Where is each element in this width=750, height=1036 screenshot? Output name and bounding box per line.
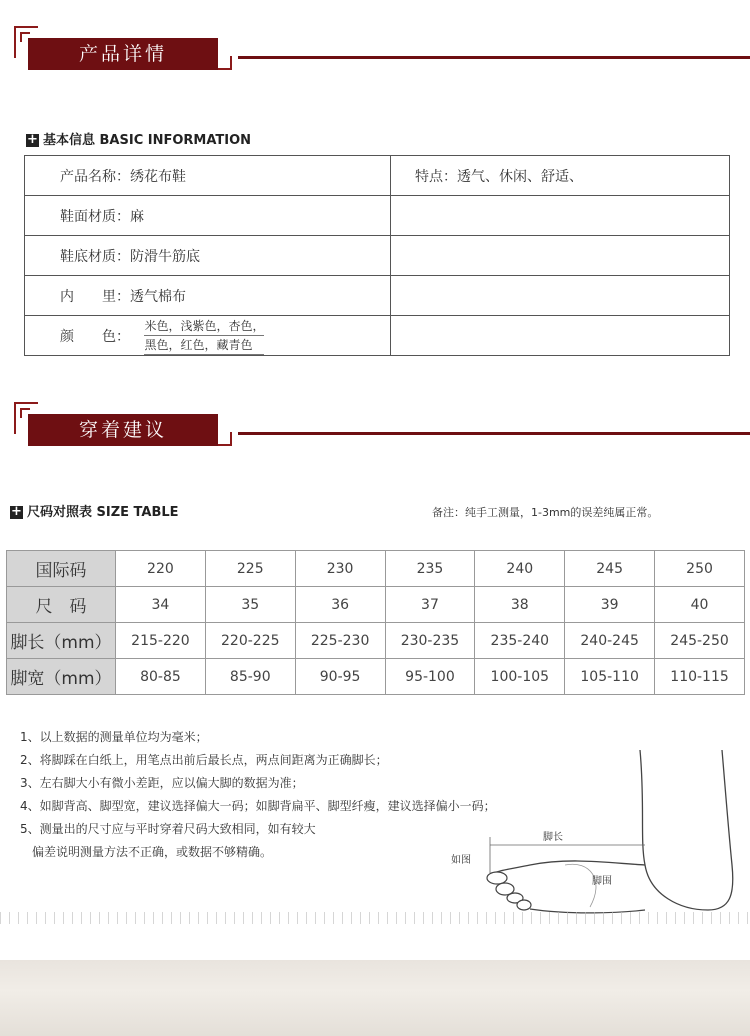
note-line: 4、如脚背高、脚型宽，建议选择偏大一码；如脚背扁平、脚型纤瘦，建议选择偏小一码； xyxy=(20,799,496,813)
table-cell: 100-105 xyxy=(475,659,565,695)
table-cell: 35 xyxy=(205,587,295,623)
table-cell: 230 xyxy=(295,551,385,587)
table-cell: 39 xyxy=(565,587,655,623)
info-cell: 鞋底材质：防滑牛筋底 xyxy=(25,236,391,276)
table-row xyxy=(25,196,730,236)
color-line-1: 米色，浅紫色，杏色， xyxy=(144,317,264,336)
size-table xyxy=(6,550,745,695)
info-cell: 内 里：透气棉布 xyxy=(25,276,391,316)
size-table-heading-text: 尺码对照表 SIZE TABLE xyxy=(27,505,179,520)
color-line-2: 黑色，红色，藏青色 xyxy=(144,336,264,355)
paper-texture-strip xyxy=(0,960,750,1036)
table-cell: 220 xyxy=(116,551,206,587)
row-header: 脚长（mm） xyxy=(7,623,116,659)
table-cell: 95-100 xyxy=(385,659,475,695)
plus-icon: + xyxy=(11,504,22,519)
info-cell xyxy=(391,276,730,316)
foot-sole xyxy=(490,861,645,875)
table-cell: 37 xyxy=(385,587,475,623)
table-row xyxy=(25,316,730,356)
table-cell: 80-85 xyxy=(116,659,206,695)
table-cell: 215-220 xyxy=(116,623,206,659)
info-cell-colors xyxy=(25,316,391,356)
info-cell: 产品名称：绣花布鞋 xyxy=(25,156,391,196)
table-cell: 85-90 xyxy=(205,659,295,695)
header-rule xyxy=(238,56,750,59)
table-row xyxy=(7,551,745,587)
note-line: 2、将脚踩在白纸上，用笔点出前后最长点，两点间距离为正确脚长； xyxy=(20,753,388,767)
table-row xyxy=(7,659,745,695)
table-cell: 220-225 xyxy=(205,623,295,659)
note-line: 偏差说明测量方法不正确，或数据不够精确。 xyxy=(20,845,273,859)
table-row xyxy=(25,156,730,196)
table-cell: 240-245 xyxy=(565,623,655,659)
table-cell: 235-240 xyxy=(475,623,565,659)
table-row xyxy=(7,623,745,659)
table-row xyxy=(25,236,730,276)
header-ornament-right xyxy=(218,432,232,446)
table-cell: 40 xyxy=(655,587,745,623)
table-cell: 230-235 xyxy=(385,623,475,659)
size-table-heading xyxy=(10,501,179,520)
note-line: 1、以上数据的测量单位均为毫米； xyxy=(20,730,208,744)
section-title-product-details: 产品详情 xyxy=(28,38,218,70)
header-ornament-right xyxy=(218,56,232,70)
row-header: 脚宽（mm） xyxy=(7,659,116,695)
info-cell xyxy=(391,236,730,276)
basic-info-heading-text: 基本信息 BASIC INFORMATION xyxy=(43,133,252,148)
section-title-wearing-advice: 穿着建议 xyxy=(28,414,218,446)
toe xyxy=(517,900,531,910)
header-rule xyxy=(238,432,750,435)
ruler-decoration xyxy=(0,912,750,924)
table-cell: 90-95 xyxy=(295,659,385,695)
size-note: 备注：纯手工测量，1-3mm的误差纯属正常。 xyxy=(432,506,659,519)
table-cell: 250 xyxy=(655,551,745,587)
table-cell: 105-110 xyxy=(565,659,655,695)
table-cell: 36 xyxy=(295,587,385,623)
info-cell: 鞋面材质：麻 xyxy=(25,196,391,236)
info-cell: 特点：透气、休闲、舒适、 xyxy=(391,156,730,196)
plus-icon: + xyxy=(27,132,38,147)
foot-length-label: 脚长 xyxy=(543,832,563,843)
foot-girth-label: 脚围 xyxy=(592,876,612,887)
info-cell xyxy=(391,316,730,356)
color-label: 颜 色： xyxy=(60,328,130,345)
table-cell: 34 xyxy=(116,587,206,623)
foot-diagram xyxy=(440,745,740,920)
table-cell: 240 xyxy=(475,551,565,587)
toe xyxy=(487,872,507,884)
basic-info-heading xyxy=(26,129,251,148)
table-cell: 225-230 xyxy=(295,623,385,659)
table-row xyxy=(25,276,730,316)
color-options xyxy=(144,317,264,355)
table-row xyxy=(7,587,745,623)
basic-info-table xyxy=(24,155,730,356)
foot-width-label: 如图 xyxy=(451,855,471,866)
foot-outline xyxy=(640,750,733,910)
note-line: 3、左右脚大小有微小差距，应以偏大脚的数据为准； xyxy=(20,776,304,790)
table-cell: 38 xyxy=(475,587,565,623)
table-cell: 235 xyxy=(385,551,475,587)
row-header: 国际码 xyxy=(7,551,116,587)
table-cell: 245-250 xyxy=(655,623,745,659)
table-cell: 225 xyxy=(205,551,295,587)
note-line: 5、测量出的尺寸应与平时穿着尺码大致相同，如有较大 xyxy=(20,822,316,836)
table-cell: 245 xyxy=(565,551,655,587)
info-cell xyxy=(391,196,730,236)
table-cell: 110-115 xyxy=(655,659,745,695)
row-header: 尺 码 xyxy=(7,587,116,623)
